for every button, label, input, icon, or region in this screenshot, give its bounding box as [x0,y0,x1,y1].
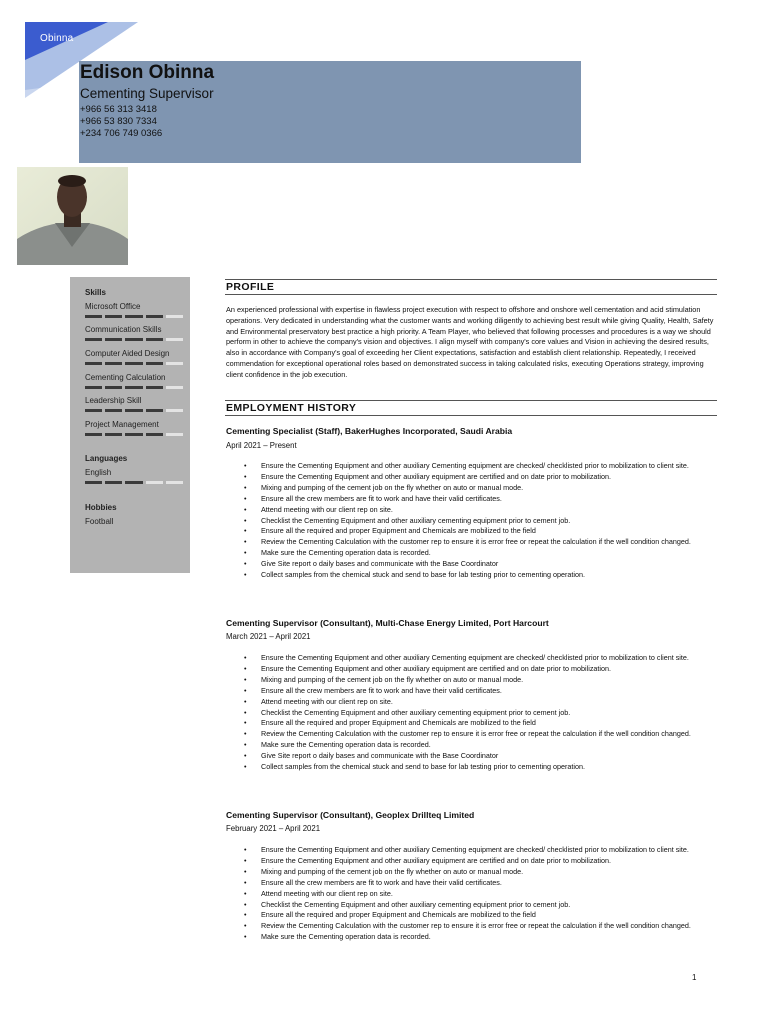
bullet-icon: • [244,504,247,514]
duty-text: Review the Cementing Calculation with the customer rep to ensure it is error free or repeat the calculation if the well condition changed. [261,537,691,547]
bullet-icon: • [244,707,247,717]
bullet-icon: • [244,855,247,865]
level-segment [105,338,122,341]
job-title-heading: Cementing Supervisor [80,86,214,101]
skill-level-bar [85,338,183,341]
duty-text: Ensure all the crew members are fit to work and have their valid certificates. [261,877,502,887]
bullet-icon: • [244,932,247,942]
bullet-icon: • [244,537,247,547]
level-segment [125,409,142,412]
bullet-icon: • [244,461,247,470]
bullet-icon: • [244,845,247,854]
level-segment [85,481,102,484]
level-segment [146,362,163,365]
level-segment [85,338,102,341]
level-segment [105,362,122,365]
duty-item [244,461,714,472]
duty-text: Ensure the Cementing Equipment and other auxiliary Cementing equipment are checked/ checklisted prior to mobilization to client site. [261,653,689,662]
bullet-icon: • [244,526,247,536]
skill-item: Communication Skills [85,325,162,334]
duty-item [244,740,714,751]
duty-text: Make sure the Cementing operation data is recorded. [261,932,431,942]
duty-text: Attend meeting with our client rep on site. [261,888,393,898]
bullet-icon: • [244,663,247,673]
duty-text: Review the Cementing Calculation with the customer rep to ensure it is error free or repeat the calculation if the well condition changed. [261,729,691,739]
ribbon-label: Obinna [40,33,74,44]
job-entry-dates: February 2021 – April 2021 [226,824,321,833]
duty-item [244,845,714,856]
level-segment [85,433,102,436]
header-banner [79,61,581,163]
level-segment [85,362,102,365]
level-segment [166,338,183,341]
sidebar [70,277,190,573]
duty-text: Ensure the Cementing Equipment and other auxiliary Cementing equipment are checked/ checklisted prior to mobilization to client site. [261,461,689,470]
duty-text: Ensure all the required and proper Equipment and Chemicals are mobilized to the field [261,526,536,536]
job-entry-dates: March 2021 – April 2021 [226,632,311,641]
duty-text: Attend meeting with our client rep on site. [261,504,393,514]
duty-text: Mixing and pumping of the cement job on the fly whether on auto or manual mode. [261,866,524,876]
duty-item [244,856,714,867]
level-segment [105,481,122,484]
duty-item [244,729,714,740]
duty-item [244,697,714,708]
profile-photo [17,167,128,265]
duty-item [244,708,714,719]
section-divider [225,415,717,416]
duty-item [244,653,714,664]
skill-level-bar [85,409,183,412]
duty-text: Checklist the Cementing Equipment and other auxiliary cementing equipment prior to cement job. [261,707,571,717]
duty-text: Review the Cementing Calculation with the customer rep to ensure it is error free or repeat the calculation if the well condition changed. [261,921,691,931]
language-item: English [85,468,112,477]
level-segment [146,338,163,341]
duty-text: Make sure the Cementing operation data is recorded. [261,740,431,750]
level-segment [105,433,122,436]
profile-summary: An experienced professional with expertise in flawless project execution with respect to offshore and onshore well cementation and acid stimulation operations. Very dedicated in understanding what the customer wants and working diligently to achieving best result while giving Quality, Health, Safety and Environmental preservatory best practice a high priority. A Team Player, who believed that following processes and procedures is a way we should perform in other to achieve the company's vision and objectives. I align myself with company's core values and Vision in achieving the desired results, also in accordance with Company's goal of exceeding her Client expectations, satisfaction and establish client relationship. Repeatedly, I received commendation for exceptional operational roles based on demonstrated success in taking calculated risks, executing Operations strategy, improving client confidence in the job execution. [226,305,714,379]
duty-item [244,526,714,537]
bullet-icon: • [244,877,247,887]
duty-item [244,900,714,911]
duty-item [244,889,714,900]
duty-item [244,494,714,505]
bullet-icon: • [244,751,247,761]
duty-item [244,867,714,878]
duty-item [244,910,714,921]
bullet-icon: • [244,482,247,492]
duty-text: Collect samples from the chemical stuck and send to base for lab testing prior to cementing operation. [261,762,586,772]
duty-item [244,686,714,697]
bullet-icon: • [244,762,247,772]
level-segment [146,315,163,318]
duty-item [244,664,714,675]
employment-heading: EMPLOYMENT HISTORY [226,402,357,414]
skills-heading: Skills [85,288,106,297]
level-segment [166,409,183,412]
level-segment [146,481,163,484]
level-segment [125,386,142,389]
bullet-icon: • [244,718,247,728]
level-segment [146,409,163,412]
duty-item [244,505,714,516]
section-divider [225,279,717,280]
job-entry-title: Cementing Specialist (Staff), BakerHughes Incorporated, Saudi Arabia [226,426,513,436]
duty-text: Ensure the Cementing Equipment and other auxiliary Cementing equipment are checked/ checklisted prior to mobilization to client site. [261,845,689,854]
duty-item [244,472,714,483]
skill-level-bar [85,362,183,365]
bullet-icon: • [244,559,247,569]
skill-level-bar [85,315,183,318]
duty-text: Ensure the Cementing Equipment and other auxiliary equipment are certified and on date prior to mobilization. [261,663,611,673]
duty-text: Checklist the Cementing Equipment and other auxiliary cementing equipment prior to cement job. [261,899,571,909]
level-segment [85,409,102,412]
duty-item [244,921,714,932]
duty-text: Mixing and pumping of the cement job on the fly whether on auto or manual mode. [261,482,524,492]
duty-text: Ensure the Cementing Equipment and other auxiliary equipment are certified and on date prior to mobilization. [261,855,611,865]
level-segment [105,409,122,412]
duty-list [244,845,714,943]
phone-number: +234 706 749 0366 [80,128,163,139]
bullet-icon: • [244,493,247,503]
skill-item: Leadership Skill [85,396,142,405]
skill-item: Project Management [85,420,159,429]
duty-text: Give Site report o daily bases and communicate with the Base Coordinator [261,559,499,569]
level-segment [146,386,163,389]
bullet-icon: • [244,696,247,706]
level-segment [166,315,183,318]
level-segment [146,433,163,436]
duty-list [244,653,714,773]
skill-level-bar [85,433,183,436]
phone-number: +966 56 313 3418 [80,104,157,115]
duty-list [244,461,714,581]
skill-item: Cementing Calculation [85,373,166,382]
duty-text: Ensure all the required and proper Equipment and Chemicals are mobilized to the field [261,718,536,728]
level-segment [85,386,102,389]
bullet-icon: • [244,471,247,481]
bullet-icon: • [244,910,247,920]
duty-item [244,751,714,762]
level-segment [166,386,183,389]
duty-text: Ensure all the crew members are fit to work and have their valid certificates. [261,493,502,503]
bullet-icon: • [244,685,247,695]
bullet-icon: • [244,888,247,898]
languages-heading: Languages [85,454,128,463]
bullet-icon: • [244,653,247,662]
skill-level-bar [85,386,183,389]
level-segment [125,315,142,318]
bullet-icon: • [244,740,247,750]
bullet-icon: • [244,729,247,739]
duty-item [244,516,714,527]
language-level-bar [85,481,183,484]
duty-text: Ensure all the crew members are fit to work and have their valid certificates. [261,685,502,695]
job-entry-title: Cementing Supervisor (Consultant), Geoplex Drillteq Limited [226,810,475,820]
level-segment [166,481,183,484]
level-segment [125,481,142,484]
job-entry-dates: April 2021 – Present [226,441,297,450]
section-divider [225,400,717,401]
bullet-icon: • [244,570,247,580]
duty-item [244,932,714,943]
duty-item [244,483,714,494]
level-segment [166,362,183,365]
level-segment [85,315,102,318]
skill-item: Computer Aided Design [85,349,170,358]
job-entry-title: Cementing Supervisor (Consultant), Multi-Chase Energy Limited, Port Harcourt [226,618,549,628]
bullet-icon: • [244,515,247,525]
profile-heading: PROFILE [226,281,275,293]
duty-item [244,878,714,889]
bullet-icon: • [244,921,247,931]
bullet-icon: • [244,674,247,684]
duty-item [244,675,714,686]
hobbies-heading: Hobbies [85,503,117,512]
section-divider [225,294,717,295]
duty-item [244,762,714,773]
candidate-name: Edison Obinna [80,62,215,83]
level-segment [166,433,183,436]
level-segment [125,362,142,365]
bullet-icon: • [244,866,247,876]
phone-number: +966 53 830 7334 [80,116,157,127]
duty-text: Collect samples from the chemical stuck and send to base for lab testing prior to cementing operation. [261,570,586,580]
duty-text: Make sure the Cementing operation data is recorded. [261,548,431,558]
duty-item [244,559,714,570]
bullet-icon: • [244,548,247,558]
bullet-icon: • [244,899,247,909]
duty-text: Give Site report o daily bases and communicate with the Base Coordinator [261,751,499,761]
skill-item: Microsoft Office [85,302,141,311]
duty-text: Checklist the Cementing Equipment and other auxiliary cementing equipment prior to cement job. [261,515,571,525]
duty-item [244,570,714,581]
level-segment [125,433,142,436]
level-segment [105,386,122,389]
duty-text: Ensure all the required and proper Equipment and Chemicals are mobilized to the field [261,910,536,920]
duty-item [244,718,714,729]
page-number: 1 [692,973,697,982]
hobby-item: Football [85,517,114,526]
duty-item [244,537,714,548]
duty-text: Attend meeting with our client rep on site. [261,696,393,706]
duty-item [244,548,714,559]
duty-text: Mixing and pumping of the cement job on the fly whether on auto or manual mode. [261,674,524,684]
duty-text: Ensure the Cementing Equipment and other auxiliary equipment are certified and on date prior to mobilization. [261,471,611,481]
level-segment [125,338,142,341]
level-segment [105,315,122,318]
